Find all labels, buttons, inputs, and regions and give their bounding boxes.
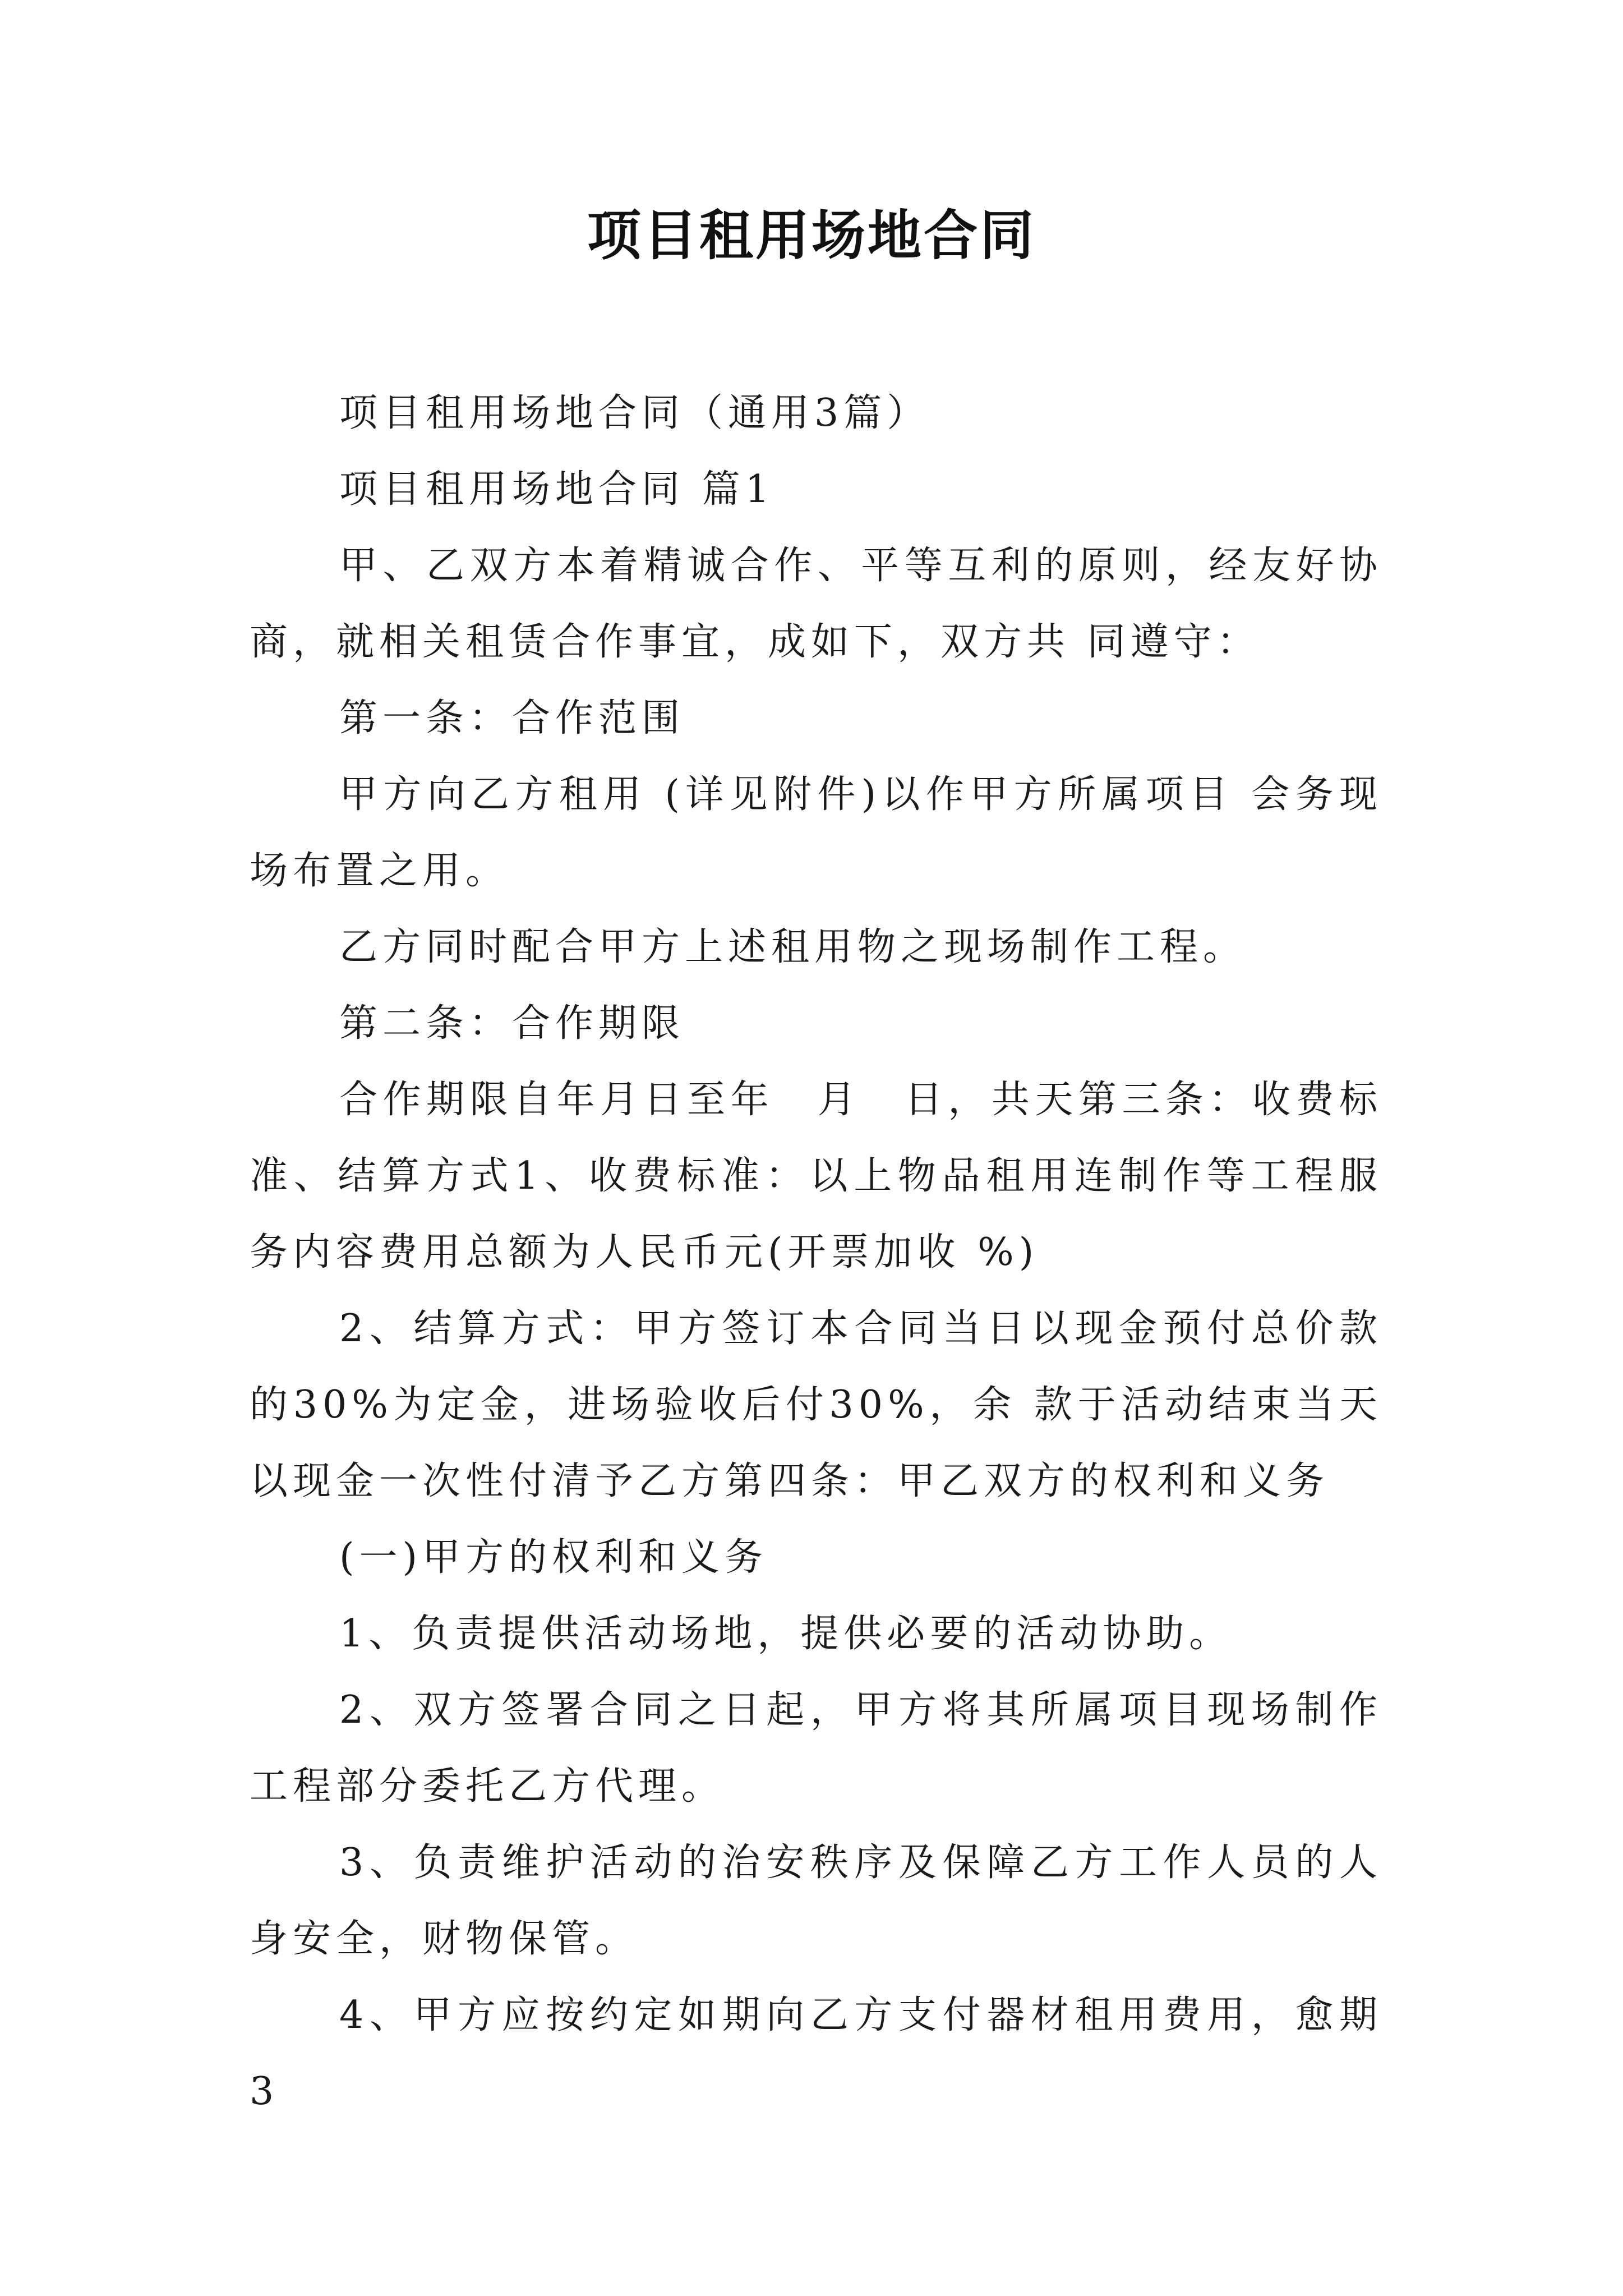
document-title: 项目租用场地合同: [587, 204, 1036, 267]
paragraph: 项目租用场地合同（通用3篇）: [339, 391, 930, 435]
paragraph: 第二条：合作期限: [339, 1001, 685, 1046]
paragraph: 项目租用场地合同 篇1: [339, 467, 774, 512]
paragraph: (一)甲方的权利和义务: [339, 1535, 768, 1580]
paragraph: 3、负责维护活动的治安秩序及保障乙方工作人员的人身安全，财物保管。: [250, 1841, 1382, 1961]
paragraph: 甲、乙双方本着精诚合作、平等互利的原则，经友好协商，就相关租赁合作事宜，成如下，双方共 同遵守：: [250, 544, 1382, 664]
paragraph: 第一条：合作范围: [339, 696, 685, 740]
paragraph: 合作期限自年月日至年 月 日，共天第三条：收费标准、结算方式1、收费标准：以上物品租用连制作等工程服务内容费用总额为人民币元(开票加收 %): [250, 1078, 1382, 1274]
document-body: [250, 375, 1382, 2130]
paragraph: 2、双方签署合同之日起，甲方将其所属项目现场制作工程部分委托乙方代理。: [250, 1688, 1382, 1809]
paragraph: 甲方向乙方租用 (详见附件)以作甲方所属项目 会务现场布置之用。: [250, 772, 1382, 893]
paragraph: 4、甲方应按约定如期向乙方支付器材租用费用，愈期3: [250, 1993, 1382, 2114]
paragraph: 乙方同时配合甲方上述租用物之现场制作工程。: [339, 925, 1247, 969]
paragraph: 1、负责提供活动场地，提供必要的活动协助。: [339, 1612, 1233, 1656]
paragraph: 2、结算方式：甲方签订本合同当日以现金预付总价款的30%为定金，进场验收后付30%，余 款于活动结束当天以现金一次性付清予乙方第四条：甲乙双方的权利和义务: [250, 1306, 1382, 1503]
